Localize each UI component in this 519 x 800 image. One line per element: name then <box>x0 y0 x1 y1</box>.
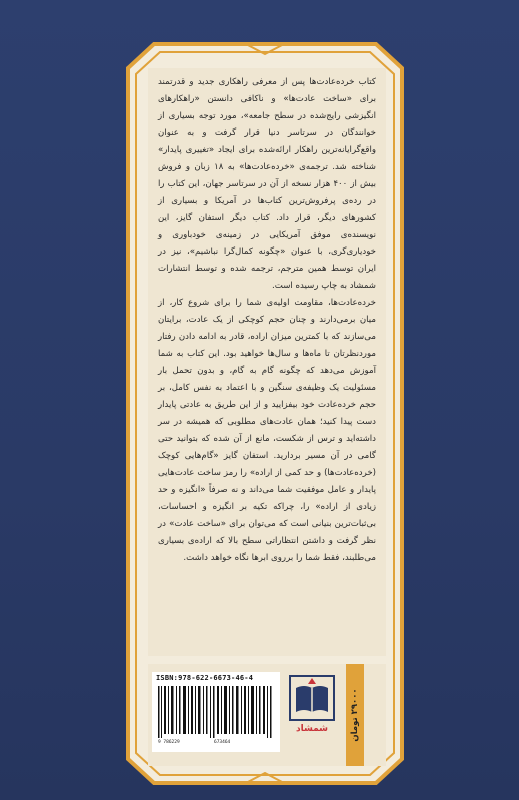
price-label: ۲۹۰۰۰ تومان <box>350 688 360 742</box>
barcode-digits-right: 673464 <box>214 740 231 745</box>
isbn-label: ISBN:978-622-6673-46-4 <box>156 674 254 682</box>
publisher-logo <box>286 670 338 744</box>
blurb-paragraph-2: خرده‌عادت‌ها، مقاومت اولیه‌ی شما را برای شروع کار، از میان برمی‌دارند و چنان حجم کوچکی از یک عادت، برایتان می‌سازند که با کمترین میزان اراده، قادر به ادامه دادن رفتار موردنظرتان تا ماه‌ها و سال‌ها خواهید بود. این کتاب به شما آموزش می‌دهد که چگونه گام به گام، و بدون تحمل بار مسئولیت یک وظیفه‌ی سنگین و با اعتماد به نفس کامل، بر حجم خرده‌عادت خود بیفزایید و از این طریق به عادتی پایدار دست پیدا کنید؛ همان عادت‌های مطلوبی که همیشه در سر داشته‌اید و ترس از شکست، مانع از آن شده که بتوانید حتی گامی در آن مسیر بردارید. استفان گایز «گام‌هایی کوچک (خرده‌عادت‌ها) و حد کمی از اراده» را رمز ساخت عادت‌هایی پایدار و عامل موفقیت شما می‌داند و نه صرفاً «انگیزه و حد زیادی از اراده» را، چراکه تکیه بر انگیزه و احساسات، بی‌ثبات‌ترین بنیانی است که می‌توان برای «ساخت عادت» در نظر گرفت و داشتن انتظاراتی سطح بالا که اراده‌ی بسیاری می‌طلبند، فقط شما را برروی ابرها نگاه خواهد داشت. <box>158 298 376 563</box>
price-strip <box>346 664 364 766</box>
barcode-icon <box>158 686 274 738</box>
open-book-logo-icon <box>286 670 338 722</box>
barcode-area <box>152 672 280 752</box>
barcode-digits-left: 9 786229 <box>158 740 180 745</box>
description-panel <box>148 68 386 656</box>
back-cover-blurb <box>158 74 376 567</box>
publisher-name: شمشاد <box>295 724 329 734</box>
blurb-paragraph-1: کتاب خرده‌عادت‌ها پس از معرفی راهکاری جدید و قدرتمند برای «ساخت عادت‌ها» و ناکافی دانستن «راهکارهای انگیزشی رایج‌شده در سطح جامعه»، مورد توجه بسیاری از خوانندگان در سرتاسر دنیا قرار گرفت و به عنوان واقع‌گرایانه‌ترین راهکار ارائه‌شده برای ایجاد «تغییری پایدار» شناخته شد. ترجمه‌ی «خرده‌عادت‌ها» به ۱۸ زبان و فروش بیش از ۴۰۰ هزار نسخه از آن در سرتاسر جهان، این کتاب را در رده‌ی پرفروش‌ترین کتاب‌ها در آمریکا و بسیاری از کشورهای دیگر، قرار داد. کتاب دیگر استفان گایز، این نویسنده‌ی موفق آمریکایی در زمینه‌ی خودباوری و خودیاری‌گری، با عنوان «چگونه کمال‌گرا نباشیم»، نیز در ایران توسط همین مترجم، ترجمه شده و توسط انتشارات شمشاد به چاپ رسیده است. <box>158 77 376 291</box>
